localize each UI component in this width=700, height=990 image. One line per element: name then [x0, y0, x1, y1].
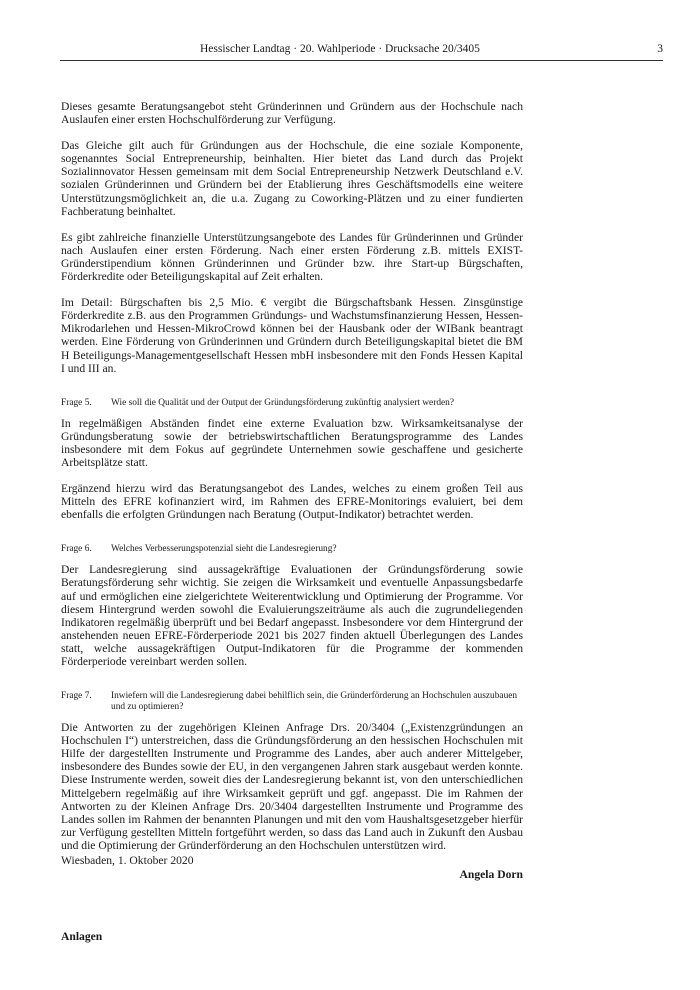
- header-title: Hessischer Landtag · 20. Wahlperiode · Drucksache 20/3405: [200, 43, 480, 55]
- question-label: Frage 7.: [61, 691, 92, 702]
- question-text: Inwiefern will die Landesregierung dabei behilflich sein, die Gründerförderung an Hochschulen auszubauen und zu optimieren?: [111, 691, 518, 713]
- paragraph: Im Detail: Bürgschaften bis 2,5 Mio. € vergibt die Bürgschaftsbank Hessen. Zinsgünstige Förderkredite z.B. aus den Programmen Gründungs- und Wachstumsfinanzierung Hessen, Hessen-Mikrodarlehen und Hessen-MikroCrowd können bei der Hausbank oder der WIBank beantragt werden. Eine Förderung von Gründerinnen und Gründern durch Beteiligungskapital bietet die BM H Beteiligungs-Managementgesellschaft Hessen mbH insbesondere mit den Fonds Hessen Kapital I und III an.: [61, 296, 523, 375]
- document-body: [61, 100, 523, 865]
- question-7: [61, 691, 523, 713]
- question-label: Frage 5.: [61, 397, 92, 408]
- paragraph: Das Gleiche gilt auch für Gründungen aus der Hochschule, die eine soziale Komponente, sogenanntes Social Entrepreneurship, beinhalten. Hier bietet das Land durch das Projekt Sozialinnovator Hessen gemeinsam mit dem Social Entrepreneurship Netzwerk Deutschland e.V. sozialen Gründerinnen und Gründern bei der Etablierung ihres Geschäftsmodells eine weitere Unterstützungsmöglichkeit an, die u.a. Zugang zu Coworking-Plätzen und zu einer fundierten Fachberatung beinhaltet.: [61, 139, 523, 218]
- question-text: Wie soll die Qualität und der Output der Gründungsförderung zukünftig analysiert werden?: [111, 397, 455, 408]
- question-6: [61, 544, 523, 555]
- signatory-name: Angela Dorn: [459, 868, 523, 881]
- paragraph: Es gibt zahlreiche finanzielle Unterstützungsangebote des Landes für Gründerinnen und Gründer nach Auslaufen einer ersten Förderung. Nach einer ersten Förderung z.B. mittels EXIST-Gründerstipendium können Gründerinnen und Gründer bzw. ihre Start-up Bürgschaften, Förderkredite oder Beteiligungskapital auf Zeit erhalten.: [61, 230, 523, 284]
- paragraph: Dieses gesamte Beratungsangebot steht Gründerinnen und Gründern aus der Hochschule nach Auslaufen einer ersten Hochschulförderung zur Verfügung.: [61, 100, 523, 127]
- paragraph: Der Landesregierung sind aussagekräftige Evaluationen der Gründungsförderung sowie Beratungsförderung sehr wichtig. Sie zeigen die Wirksamkeit und eventuelle Anpassungsbedarfe auf und ermöglichen eine zielgerichtete Weiterentwicklung und Optimierung der Programme. Vor diesem Hintergrund werden sowohl die Evaluierungszeiträume als auch die zugrundeliegenden Indikatoren regelmäßig überprüft und bei Bedarf angepasst. Insbesondere vor dem Hintergrund der anstehenden neuen EFRE-Förderperiode 2021 bis 2027 finden aktuell Überlegungen des Landes statt, welche aussagekräftigen Output-Indikatoren für die Programme der kommenden Förderperiode vereinbart werden sollen.: [61, 563, 523, 668]
- header-divider: [60, 60, 663, 61]
- page-number: 3: [657, 43, 663, 55]
- paragraph: In regelmäßigen Abständen findet eine externe Evaluation bzw. Wirksamkeitsanalyse der Gründungsberatung sowie der betriebswirtschaftlichen Beratungsprogramme des Landes insbesondere mit dem Fokus auf gegründete Unternehmen sowie geschaffene und gesicherte Arbeitsplätze statt.: [61, 416, 523, 469]
- question-label: Frage 6.: [61, 544, 92, 555]
- question-5: [61, 398, 523, 409]
- attachments-label: Anlagen: [61, 930, 103, 943]
- place-date: Wiesbaden, 1. Oktober 2020: [61, 854, 194, 867]
- paragraph: Ergänzend hierzu wird das Beratungsangebot des Landes, welches zu einem großen Teil aus Mitteln des EFRE kofinanziert wird, im Rahmen des EFRE-Monitorings evaluiert, bei dem ebenfalls die erfolgten Gründungen nach Beratung (Output-Indikator) betrachtet werden.: [61, 482, 523, 522]
- paragraph: Die Antworten zu der zugehörigen Kleinen Anfrage Drs. 20/3404 („Existenzgründungen an Hochschulen I“) unterstreichen, dass die Gründungsförderung an den hessischen Hochschulen mit Hilfe der dargestellten Instrumente und Programme des Landes, aber auch anderer Mittelgeber, insbesondere des Bundes sowie der EU, in den vergangenen Jahren stark ausgebaut werden konnte. Diese Instrumente werden, soweit dies der Landesregierung bekannt ist, von den unterschiedlichen Mittelgebern regelmäßig auf ihre Wirksamkeit geprüft und ggf. angepasst. Die im Rahmen der Antworten zu der Kleinen Anfrage Drs. 20/3404 dargestellten Instrumente und Programme des Landes sollen im Rahmen der benannten Planungen und mit den vom Haushaltsgesetzgeber hierfür zur Verfügung gestellten Mitteln fortgeführt werden, so dass das Land auch in Zukunft den Ausbau und die Optimierung der Gründerförderung an den Hochschulen unterstützen wird.: [61, 721, 523, 852]
- question-text: Welches Verbesserungspotenzial sieht die Landesregierung?: [111, 544, 337, 555]
